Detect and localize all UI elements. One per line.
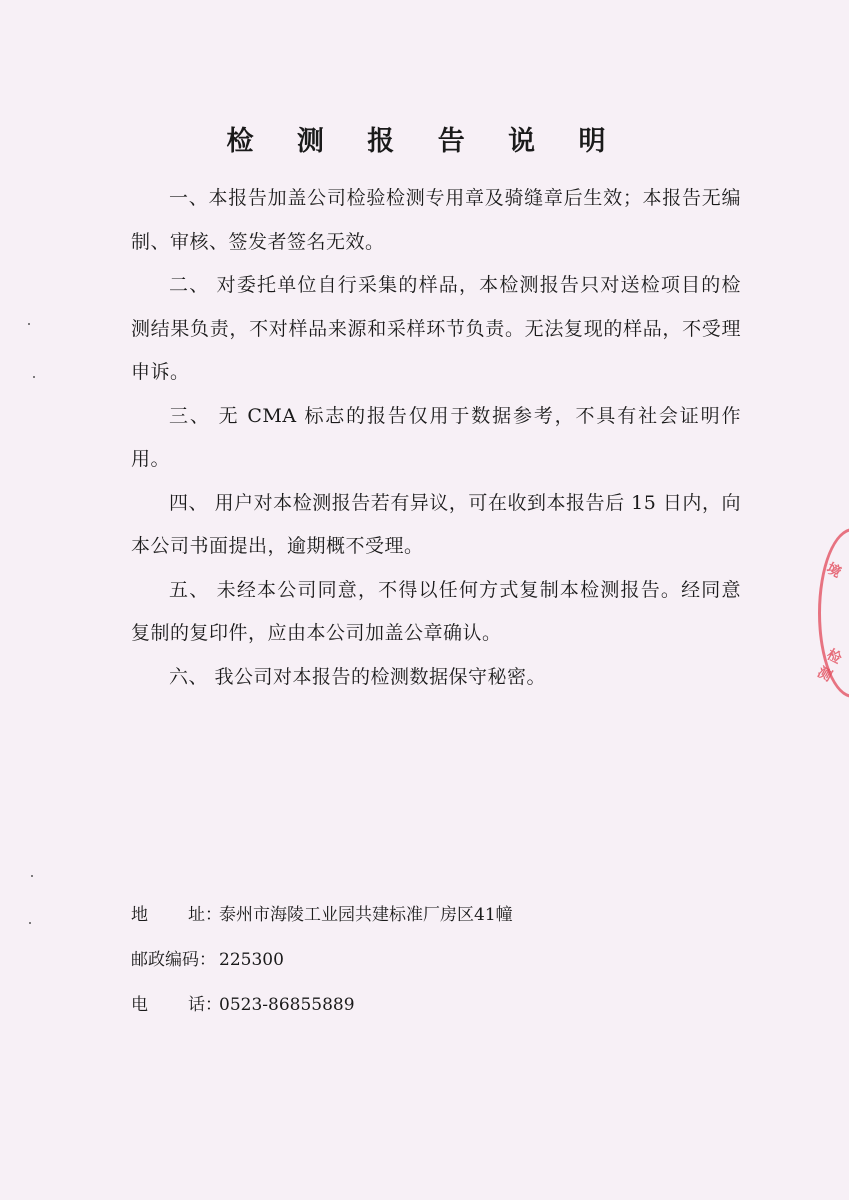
postcode-value: 225300: [219, 950, 284, 970]
address-row: [131, 893, 731, 938]
phone-label-part-2: 话：: [188, 995, 222, 1015]
address-value: 泰州市海陵工业园共建标准厂房区41幢: [219, 905, 513, 925]
note-3: 三、 无 CMA 标志的报告仅用于数据参考，不具有社会证明作用。: [131, 404, 741, 470]
address-label-part-1: 地: [131, 905, 148, 925]
postcode-label: 邮政编码：: [131, 950, 216, 970]
scan-speck: [28, 323, 30, 325]
phone-label: [131, 983, 222, 1028]
stamp-text-top: 境: [823, 560, 844, 582]
phone-row: [131, 983, 731, 1028]
postcode-row: [131, 938, 731, 983]
contact-info: [131, 893, 731, 1028]
note-5: 五、 未经本公司同意，不得以任何方式复制本检测报告。经同意复制的复印件，应由本公司加盖公章确认。: [131, 578, 741, 644]
note-6: 六、 我公司对本报告的检测数据保守秘密。: [169, 665, 547, 688]
scan-speck: [33, 376, 35, 378]
scan-speck: [31, 875, 33, 877]
address-label-part-2: 址：: [188, 905, 222, 925]
phone-label-part-1: 电: [131, 995, 148, 1015]
stamp-text-bottom: 检测: [814, 646, 844, 686]
page-title: 检 测 报 告 说 明: [226, 126, 623, 157]
note-4: 四、 用户对本检测报告若有异议，可在收到本报告后 15 日内，向本公司书面提出，逾期概不受理。: [131, 491, 741, 557]
notes-list: [131, 177, 741, 699]
note-2: 二、 对委托单位自行采集的样品，本检测报告只对送检项目的检测结果负责，不对样品来源和采样环节负责。无法复现的样品，不受理申诉。: [131, 274, 741, 383]
note-1: 一、本报告加盖公司检验检测专用章及骑缝章后生效；本报告无编制、审核、签发者签名无效。: [131, 187, 741, 253]
scan-speck: [29, 922, 31, 924]
phone-value: 0523-86855889: [219, 995, 355, 1015]
address-label: [131, 893, 222, 938]
